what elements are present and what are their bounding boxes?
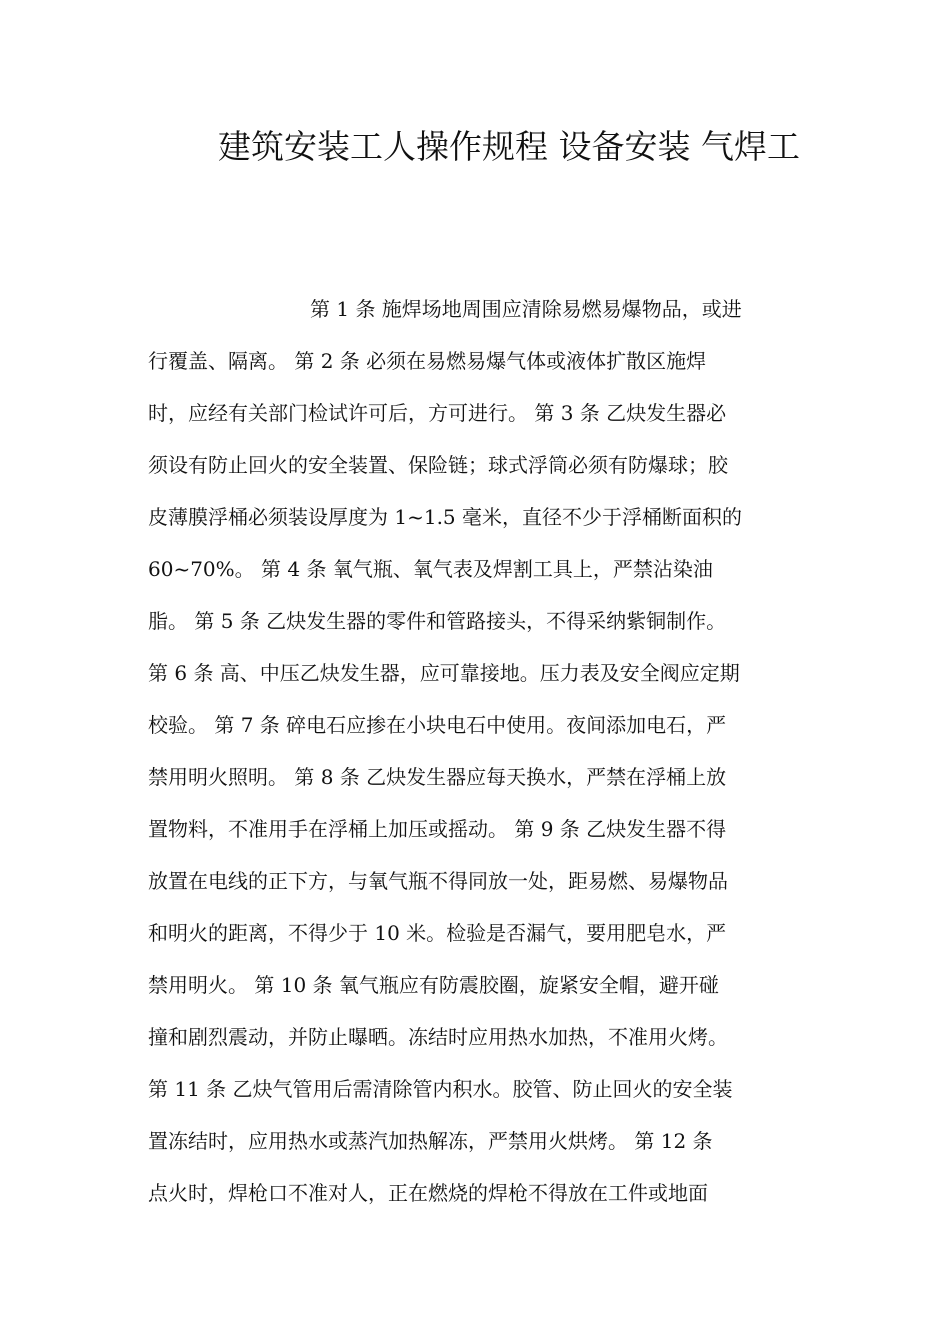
body-line: 60~70%。 第 4 条 氧气瓶、氧气表及焊割工具上，严禁沾染油	[148, 557, 713, 581]
body-line: 校验。 第 7 条 碎电石应掺在小块电石中使用。夜间添加电石，严	[148, 713, 727, 737]
body-line: 和明火的距离，不得少于 10 米。检验是否漏气，要用肥皂水，严	[148, 921, 727, 945]
body-line: 第 1 条 施焊场地周围应清除易燃易爆物品，或进	[310, 297, 742, 321]
body-line: 置冻结时，应用热水或蒸汽加热解冻，严禁用火烘烤。 第 12 条	[148, 1129, 713, 1153]
body-line: 时，应经有关部门检试许可后，方可进行。 第 3 条 乙炔发生器必	[148, 401, 727, 425]
body-line: 脂。 第 5 条 乙炔发生器的零件和管路接头，不得采纳紫铜制作。	[148, 609, 727, 633]
body-line: 点火时，焊枪口不准对人，正在燃烧的焊枪不得放在工件或地面	[148, 1181, 708, 1205]
body-line: 第 11 条 乙炔气管用后需清除管内积水。胶管、防止回火的安全装	[148, 1077, 733, 1101]
body-line: 撞和剧烈震动，并防止曝晒。冻结时应用热水加热，不准用火烤。	[148, 1025, 728, 1049]
body-line: 禁用明火。 第 10 条 氧气瓶应有防震胶圈，旋紧安全帽，避开碰	[148, 973, 719, 997]
body-line: 须设有防止回火的安全装置、保险链；球式浮筒必须有防爆球；胶	[148, 453, 728, 477]
body-line: 置物料，不准用手在浮桶上加压或摇动。 第 9 条 乙炔发生器不得	[148, 817, 727, 841]
body-line: 放置在电线的正下方，与氧气瓶不得同放一处，距易燃、易爆物品	[148, 869, 728, 893]
document-body	[148, 283, 808, 1219]
body-line: 第 6 条 高、中压乙炔发生器，应可靠接地。压力表及安全阀应定期	[148, 661, 740, 685]
body-line: 皮薄膜浮桶必须装设厚度为 1~1.5 毫米，直径不少于浮桶断面积的	[148, 505, 743, 529]
document-title: 建筑安装工人操作规程 设备安装 气焊工	[218, 127, 800, 166]
body-line: 行覆盖、隔离。 第 2 条 必须在易燃易爆气体或液体扩散区施焊	[148, 349, 707, 373]
body-line: 禁用明火照明。 第 8 条 乙炔发生器应每天换水，严禁在浮桶上放	[148, 765, 727, 789]
